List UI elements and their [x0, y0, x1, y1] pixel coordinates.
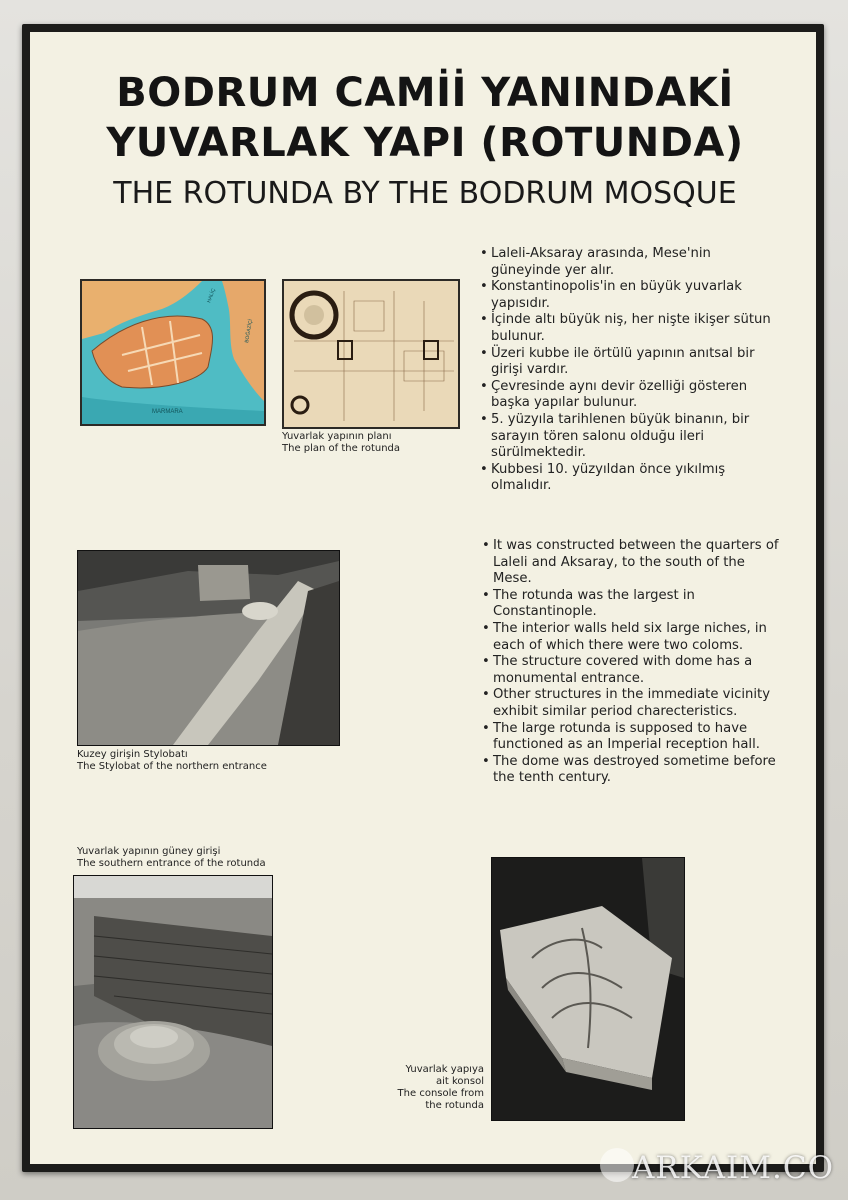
south-entrance-caption-turkish: Yuvarlak yapının güney girişi: [77, 846, 221, 857]
console-caption-line1: Yuvarlak yapıya: [405, 1064, 484, 1075]
turkish-bullet-list: [480, 246, 780, 495]
turkish-bullet: • 5. yüzyıla tarihlenen büyük binanın, bir sarayın tören salonu olduğu ileri sürülmektedir.: [480, 412, 780, 462]
map-illustration: [82, 281, 264, 424]
console-photo: [491, 857, 685, 1121]
title-turkish-line1: BODRUM CAMİİ YANINDAKİ: [116, 70, 734, 116]
map-label-marmara: MARMARA: [152, 409, 183, 415]
english-bullet: • The dome was destroyed sometime before the tenth century.: [482, 754, 782, 787]
console-illustration: [492, 858, 684, 1120]
english-bullet: • The large rotunda is supposed to have functioned as an Imperial reception hall.: [482, 721, 782, 754]
turkish-bullet: • Laleli-Aksaray arasında, Mese'nin güneyinde yer alır.: [480, 246, 780, 279]
english-bullet-list: [482, 538, 782, 787]
turkish-bullet: • Kubbesi 10. yüzyıldan önce yıkılmış olmalıdır.: [480, 462, 780, 495]
stylobat-photo: [77, 550, 340, 746]
turkish-bullet: • Konstantinopolis'in en büyük yuvarlak yapısıdır.: [480, 279, 780, 312]
rotunda-plan-drawing: [282, 279, 460, 429]
english-bullet: • Other structures in the immediate vicinity exhibit similar period charecteristics.: [482, 687, 782, 720]
title-turkish-line2: YUVARLAK YAPI (ROTUNDA): [106, 120, 744, 166]
turkish-bullet: • İçinde altı büyük niş, her nişte ikişer sütun bulunur.: [480, 312, 780, 345]
english-bullet: • The interior walls held six large niches, in each of which there were two coloms.: [482, 621, 782, 654]
south-entrance-illustration: [74, 876, 272, 1128]
turkish-bullet: • Üzeri kubbe ile örtülü yapının anıtsal bir girişi vardır.: [480, 346, 780, 379]
turkish-bullet: • Çevresinde aynı devir özelliği gösteren başka yapılar bulunur.: [480, 379, 780, 412]
stylobat-illustration: [78, 551, 339, 745]
map-label-halic: HALİÇ: [206, 287, 217, 304]
south-entrance-caption-english: The southern entrance of the rotunda: [77, 858, 266, 869]
english-bullet: • The structure covered with dome has a monumental entrance.: [482, 654, 782, 687]
south-entrance-photo: [73, 875, 273, 1129]
watermark-text: ARKAIM.CO: [632, 1150, 834, 1186]
map-label-bogazici: BOĞAZİÇİ: [244, 318, 255, 344]
english-bullet: • It was constructed between the quarters of Laleli and Aksaray, to the south of the Mese.: [482, 538, 782, 588]
watermark-logo-icon: [600, 1148, 634, 1182]
plan-caption-english: The plan of the rotunda: [282, 443, 401, 454]
plan-illustration: [284, 281, 458, 427]
stylobat-caption-turkish: Kuzey girişin Stylobatı: [77, 749, 188, 760]
console-caption-line3: The console from: [397, 1088, 484, 1099]
english-bullet: • The rotunda was the largest in Constantinople.: [482, 588, 782, 621]
constantinople-map: [80, 279, 266, 426]
stylobat-caption-english: The Stylobat of the northern entrance: [77, 761, 267, 772]
title-english: THE ROTUNDA BY THE BODRUM MOSQUE: [113, 176, 737, 211]
console-caption-line4: the rotunda: [425, 1100, 484, 1111]
plan-caption-turkish: Yuvarlak yapının planı: [282, 431, 392, 442]
console-caption-line2: ait konsol: [435, 1076, 484, 1087]
